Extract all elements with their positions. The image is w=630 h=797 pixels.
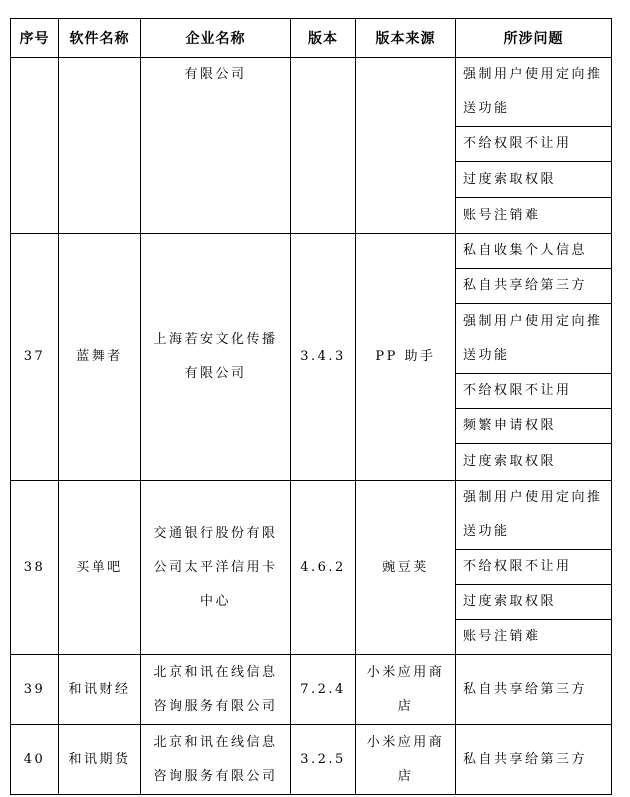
company-name-line: 有限公司 — [184, 67, 247, 82]
issue-text-line: 不给权限不让用 — [463, 136, 572, 151]
company-name-line: 交通银行股份有限 — [153, 525, 278, 541]
version-source-line: 店 — [397, 768, 414, 784]
table-row — [11, 725, 612, 795]
table-row — [11, 234, 612, 269]
issue-cell — [456, 550, 612, 585]
table-row — [11, 655, 612, 725]
version-cell: 3.2.5 — [291, 725, 356, 795]
issue-cell — [456, 58, 612, 127]
company-name-line: 有限公司 — [184, 366, 247, 381]
index-cell: 38 — [11, 481, 59, 655]
company-name-line: 上海若安文化传播 — [153, 332, 278, 347]
issue-text-line: 送功能 — [463, 524, 510, 539]
app-name-cell — [59, 58, 141, 234]
table-row — [11, 58, 612, 127]
issue-text-line: 账号注销难 — [463, 629, 541, 644]
table-header-row — [11, 19, 612, 58]
issue-cell — [456, 620, 612, 655]
issue-cell — [456, 444, 612, 481]
version-source-cell — [356, 725, 456, 795]
version-source-cell — [356, 234, 456, 481]
issue-text-line: 过度索取权限 — [463, 454, 557, 469]
issue-cell — [456, 234, 612, 269]
company-name-cell — [141, 481, 291, 655]
issue-cell — [456, 725, 612, 795]
issue-text-line: 私自共享给第三方 — [463, 278, 588, 293]
company-name-line: 北京和讯在线信息 — [153, 664, 278, 680]
app-name-cell: 和讯期货 — [59, 725, 141, 795]
issue-text-line: 不给权限不让用 — [463, 559, 572, 574]
header-company-name: 企业名称 — [141, 19, 291, 58]
version-source-cell — [356, 58, 456, 234]
issue-text-line: 私自共享给第三方 — [463, 751, 588, 767]
version-source-cell — [356, 655, 456, 725]
issue-cell — [456, 374, 612, 409]
issue-text-line: 送功能 — [463, 101, 510, 116]
header-issues: 所涉问题 — [456, 19, 612, 58]
company-name-line: 北京和讯在线信息 — [153, 734, 278, 750]
issue-cell — [456, 409, 612, 444]
company-name-cell — [141, 725, 291, 795]
issue-text-line: 强制用户使用定向推 — [463, 313, 603, 329]
app-name-cell: 蓝舞者 — [59, 234, 141, 481]
header-version: 版本 — [291, 19, 356, 58]
issue-cell — [456, 269, 612, 304]
issue-cell — [456, 585, 612, 620]
version-cell — [291, 58, 356, 234]
app-issues-table — [10, 18, 612, 795]
header-version-source: 版本来源 — [356, 19, 456, 58]
issue-text-line: 私自收集个人信息 — [463, 243, 588, 258]
version-source-line: 店 — [397, 698, 414, 714]
issue-cell — [456, 198, 612, 234]
version-source-line: 豌豆荚 — [382, 559, 429, 575]
company-name-line: 咨询服务有限公司 — [153, 698, 278, 714]
version-source-line: 小米应用商 — [366, 734, 445, 750]
issue-text-line: 送功能 — [463, 347, 510, 363]
issue-text-line: 私自共享给第三方 — [463, 681, 588, 697]
app-name-cell: 买单吧 — [59, 481, 141, 655]
company-name-line: 咨询服务有限公司 — [153, 768, 278, 784]
company-name-cell — [141, 58, 291, 234]
issue-text-line: 不给权限不让用 — [463, 383, 572, 398]
app-name-cell: 和讯财经 — [59, 655, 141, 725]
issue-text-line: 频繁申请权限 — [463, 418, 557, 433]
issue-text-line: 强制用户使用定向推 — [463, 67, 603, 82]
header-app-name: 软件名称 — [59, 19, 141, 58]
header-index: 序号 — [11, 19, 59, 58]
version-cell: 4.6.2 — [291, 481, 356, 655]
company-name-line: 公司太平洋信用卡 — [153, 559, 278, 575]
version-source-cell — [356, 481, 456, 655]
version-source-line: 小米应用商 — [366, 664, 445, 680]
index-cell: 39 — [11, 655, 59, 725]
issue-text-line: 过度索取权限 — [463, 171, 557, 187]
issue-cell — [456, 304, 612, 374]
version-source-line: PP 助手 — [375, 349, 436, 364]
table-row — [11, 481, 612, 550]
issue-cell — [456, 655, 612, 725]
issue-cell — [456, 481, 612, 550]
index-cell: 37 — [11, 234, 59, 481]
issue-text-line: 强制用户使用定向推 — [463, 490, 603, 505]
version-cell: 3.4.3 — [291, 234, 356, 481]
company-name-line: 中心 — [199, 593, 231, 609]
index-cell: 40 — [11, 725, 59, 795]
company-name-cell — [141, 234, 291, 481]
company-name-cell — [141, 655, 291, 725]
issue-text-line: 过度索取权限 — [463, 594, 557, 609]
index-cell — [11, 58, 59, 234]
version-cell: 7.2.4 — [291, 655, 356, 725]
issue-cell — [456, 127, 612, 162]
issue-cell — [456, 162, 612, 198]
issue-text-line: 账号注销难 — [463, 207, 541, 223]
